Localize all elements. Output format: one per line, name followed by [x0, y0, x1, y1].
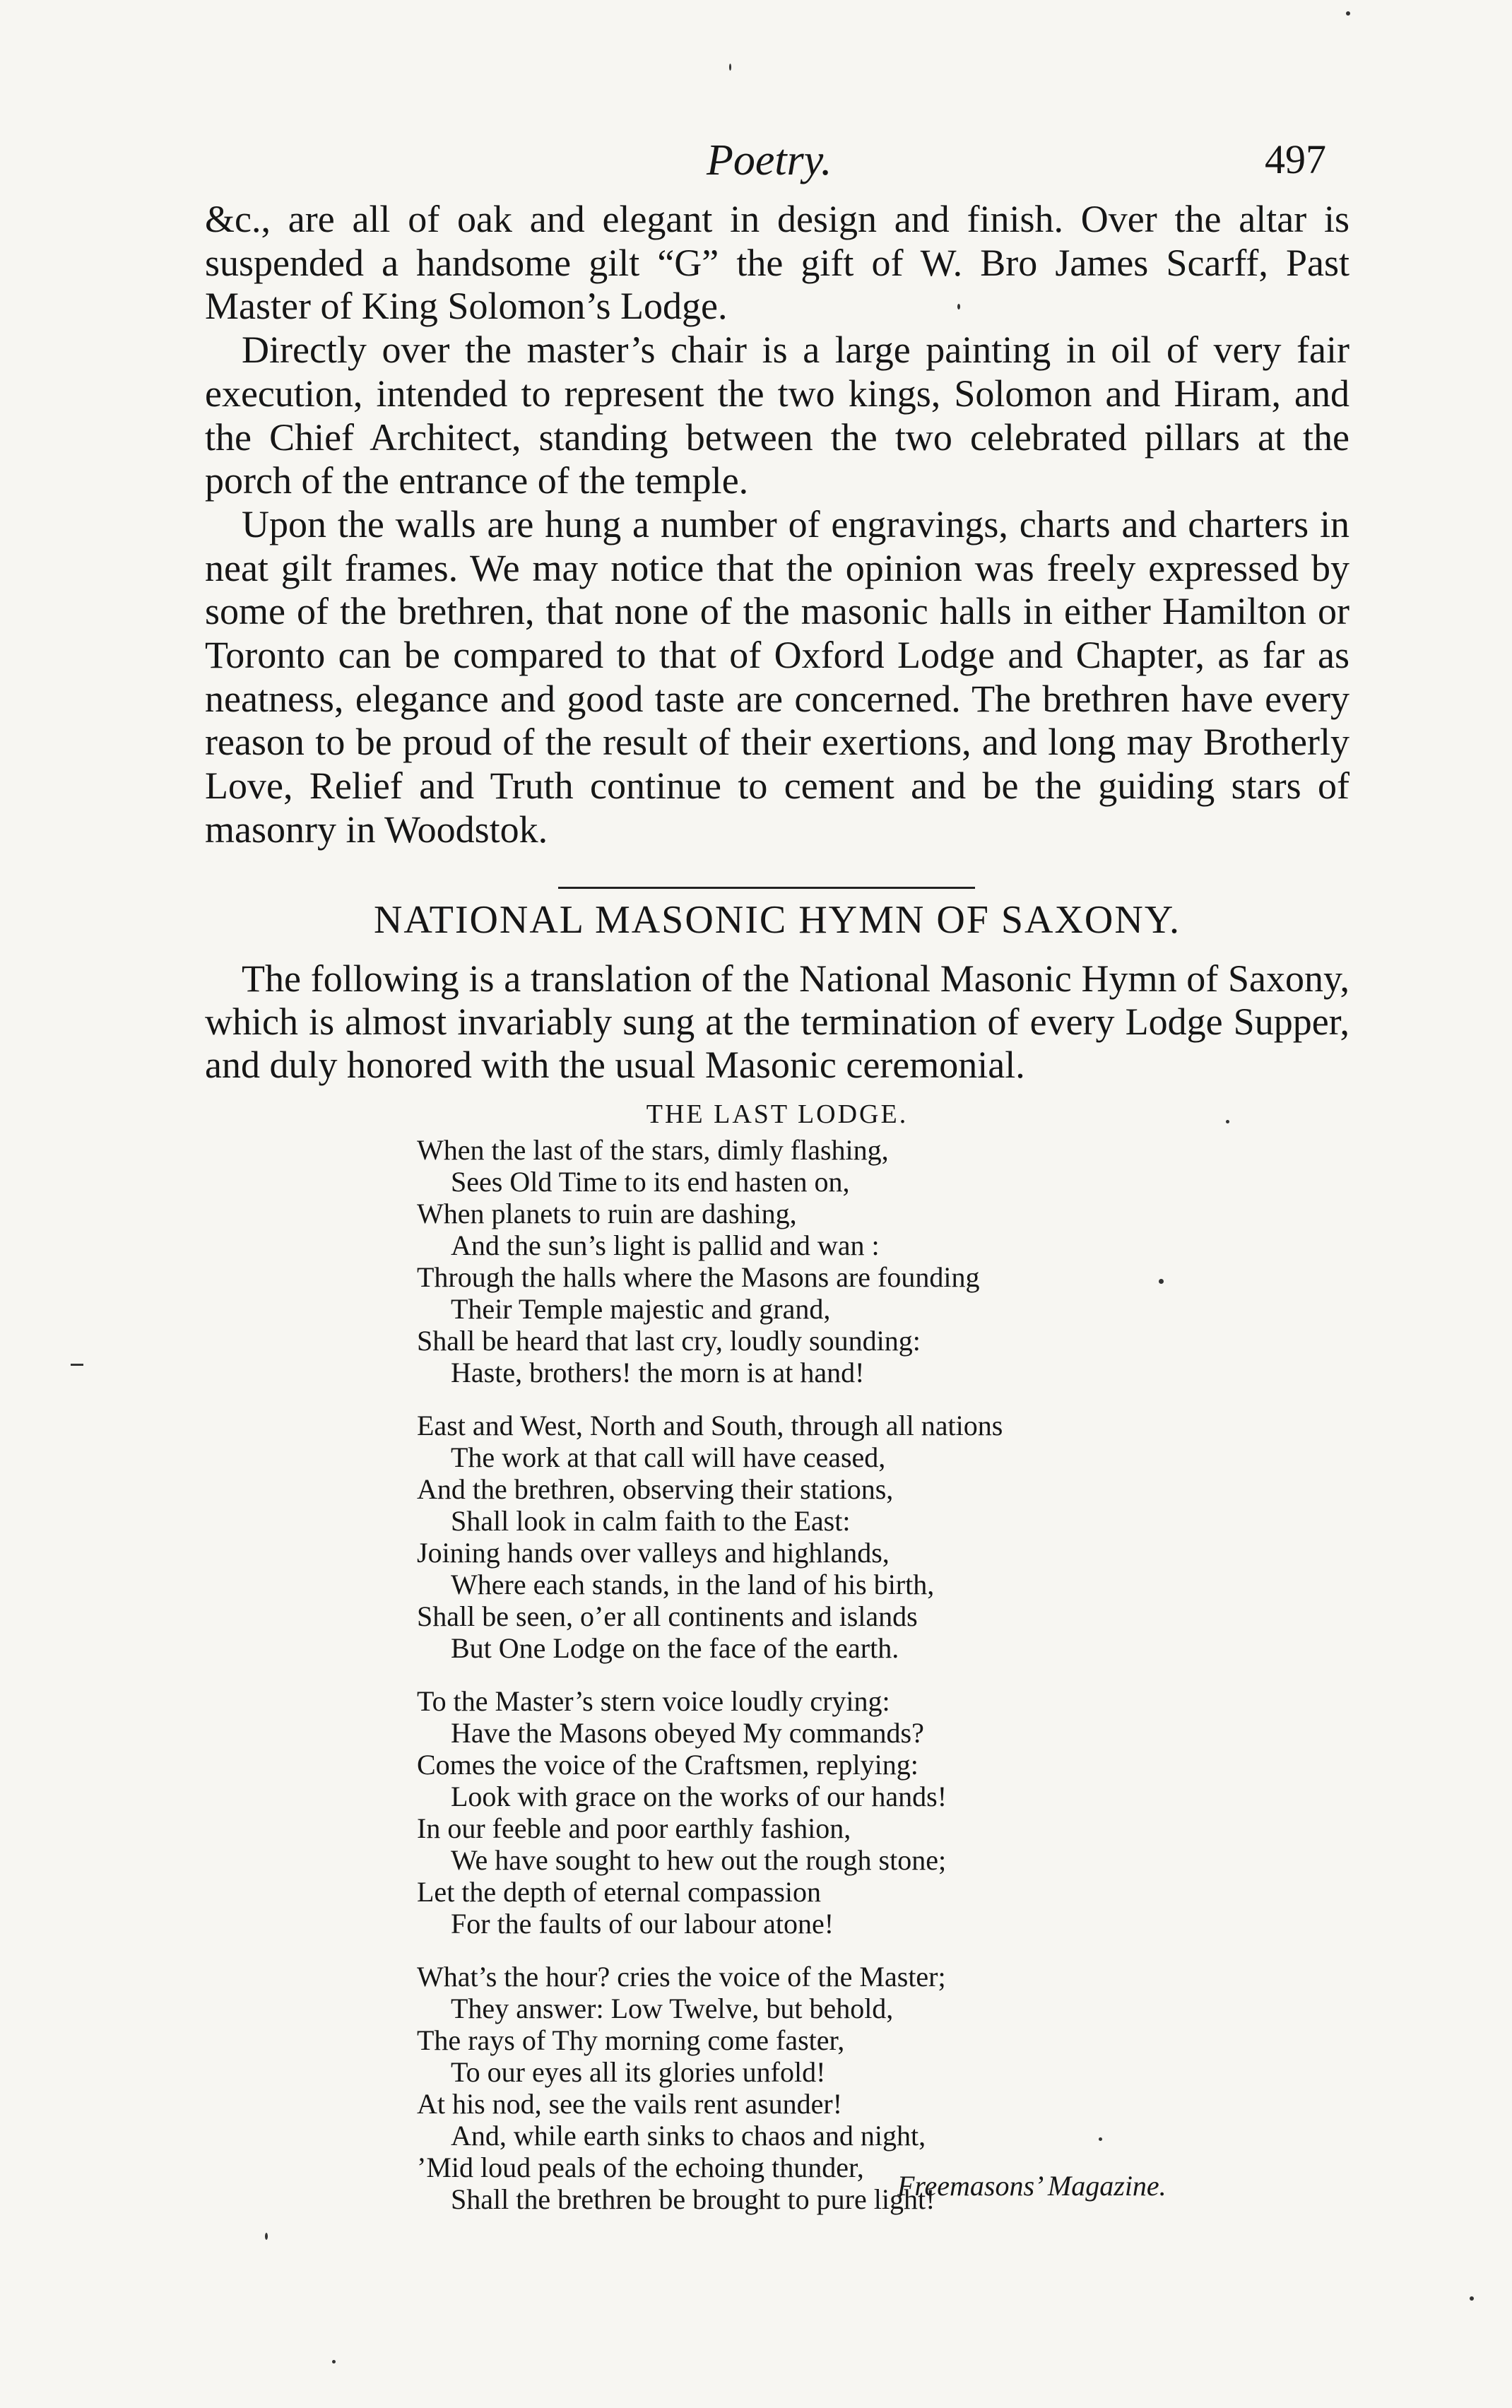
section-divider: [558, 887, 975, 889]
poem-line: ’Mid loud peals of the echoing thunder,: [417, 2152, 864, 2183]
stanza: [417, 1134, 1229, 1388]
poem-line: When the last of the stars, dimly flashing,: [417, 1134, 889, 1166]
scan-speck: [1226, 1120, 1229, 1123]
poem-line: Where each stands, in the land of his birth,: [451, 1569, 935, 1600]
poem-line: Shall be seen, o’er all continents and islands: [417, 1600, 918, 1632]
poem-line: Shall be heard that last cry, loudly sounding:: [417, 1325, 921, 1357]
poem-line: Comes the voice of the Craftsmen, replying:: [417, 1749, 919, 1781]
poem-line: But One Lodge on the face of the earth.: [451, 1632, 899, 1664]
poem-line: To the Master’s stern voice loudly crying:: [417, 1685, 890, 1717]
scan-speck: [1159, 1279, 1164, 1284]
poem-line: Haste, brothers! the morn is at hand!: [451, 1357, 865, 1388]
poem-line: Look with grace on the works of our hands!: [451, 1781, 947, 1812]
paragraph: Upon the walls are hung a number of engravings, charts and charters in neat gilt frames. We may notice that the opinion was freely expressed by some of the brethren, that none of the masonic halls in either Hamilton or Toronto can be compared to that of Oxford Lodge and Chapter, as far as neatness, elegance and good taste are concerned. The brethren have every reason to be proud of the result of their exertions, and long may Brotherly Love, Relief and Truth continue to cement and be the guiding stars of masonry in Woodstok.: [205, 502, 1349, 851]
poem-line: The work at that call will have ceased,: [451, 1441, 886, 1473]
scan-speck: [729, 64, 731, 71]
poem-line: They answer: Low Twelve, but behold,: [451, 1993, 894, 2024]
poem-line: When planets to ruin are dashing,: [417, 1198, 797, 1229]
scan-speck: [957, 304, 960, 309]
stanza: [417, 1410, 1229, 1664]
poem-line: Sees Old Time to its end hasten on,: [451, 1166, 850, 1198]
poem-line: Their Temple majestic and grand,: [451, 1293, 831, 1325]
poem-line: What’s the hour? cries the voice of the Master;: [417, 1961, 946, 1993]
scan-speck: [1099, 2137, 1102, 2141]
scan-speck: [71, 1364, 83, 1366]
poem-line: Let the depth of eternal compassion: [417, 1876, 822, 1908]
poem-line: Shall the brethren be brought to pure light!: [451, 2183, 935, 2215]
running-head: [0, 136, 1512, 192]
paragraph: &c., are all of oak and elegant in design and finish. Over the altar is suspended a handsome gilt “G” the gift of W. Bro James Scarff, Past Master of King Solomon’s Lodge.: [205, 198, 1349, 328]
poem-line: Through the halls where the Masons are founding: [417, 1261, 980, 1293]
poem-line: And, while earth sinks to chaos and night,: [451, 2120, 926, 2152]
poem-title: THE LAST LODGE.: [646, 1099, 909, 1129]
poem-line: And the sun’s light is pallid and wan :: [451, 1229, 880, 1261]
stanza: [417, 1685, 1229, 1940]
article-intro: [205, 957, 1349, 1087]
poem-attribution: Freemasons’ Magazine.: [897, 2170, 1167, 2202]
poem-line: East and West, North and South, through all nations: [417, 1410, 1003, 1441]
poem-line: The rays of Thy morning come faster,: [417, 2024, 845, 2056]
intro-paragraph: The following is a translation of the National Masonic Hymn of Saxony, which is almost invariably sung at the termination of every Lodge Supper, and duly honored with the usual Masonic ceremonial.: [205, 957, 1349, 1086]
poem-line: At his nod, see the vails rent asunder!: [417, 2088, 843, 2120]
poem: [417, 1134, 1229, 2236]
running-title: Poetry.: [707, 136, 832, 184]
poem-line: Joining hands over valleys and highlands,: [417, 1537, 890, 1569]
scan-speck: [1346, 11, 1350, 16]
poem-line: We have sought to hew out the rough stone;: [451, 1844, 947, 1876]
page-number: 497: [1265, 136, 1326, 182]
scan-speck: [332, 2360, 336, 2363]
scan-speck: [1470, 2296, 1474, 2301]
poem-line: To our eyes all its glories unfold!: [451, 2056, 826, 2088]
article-heading: NATIONAL MASONIC HYMN OF SAXONY.: [373, 898, 1181, 942]
poem-line: Have the Masons obeyed My commands?: [451, 1717, 924, 1749]
scan-speck: [265, 2233, 268, 2240]
paragraph: Directly over the master’s chair is a large painting in oil of very fair execution, intended to represent the two kings, Solomon and Hiram, and the Chief Architect, standing between the two celebrated pillars at the porch of the entrance of the temple.: [205, 329, 1349, 502]
poem-line: In our feeble and poor earthly fashion,: [417, 1812, 851, 1844]
poem-line: For the faults of our labour atone!: [451, 1908, 834, 1940]
poem-line: And the brethren, observing their stations,: [417, 1473, 894, 1505]
body-text: [205, 198, 1349, 852]
poem-line: Shall look in calm faith to the East:: [451, 1505, 851, 1537]
